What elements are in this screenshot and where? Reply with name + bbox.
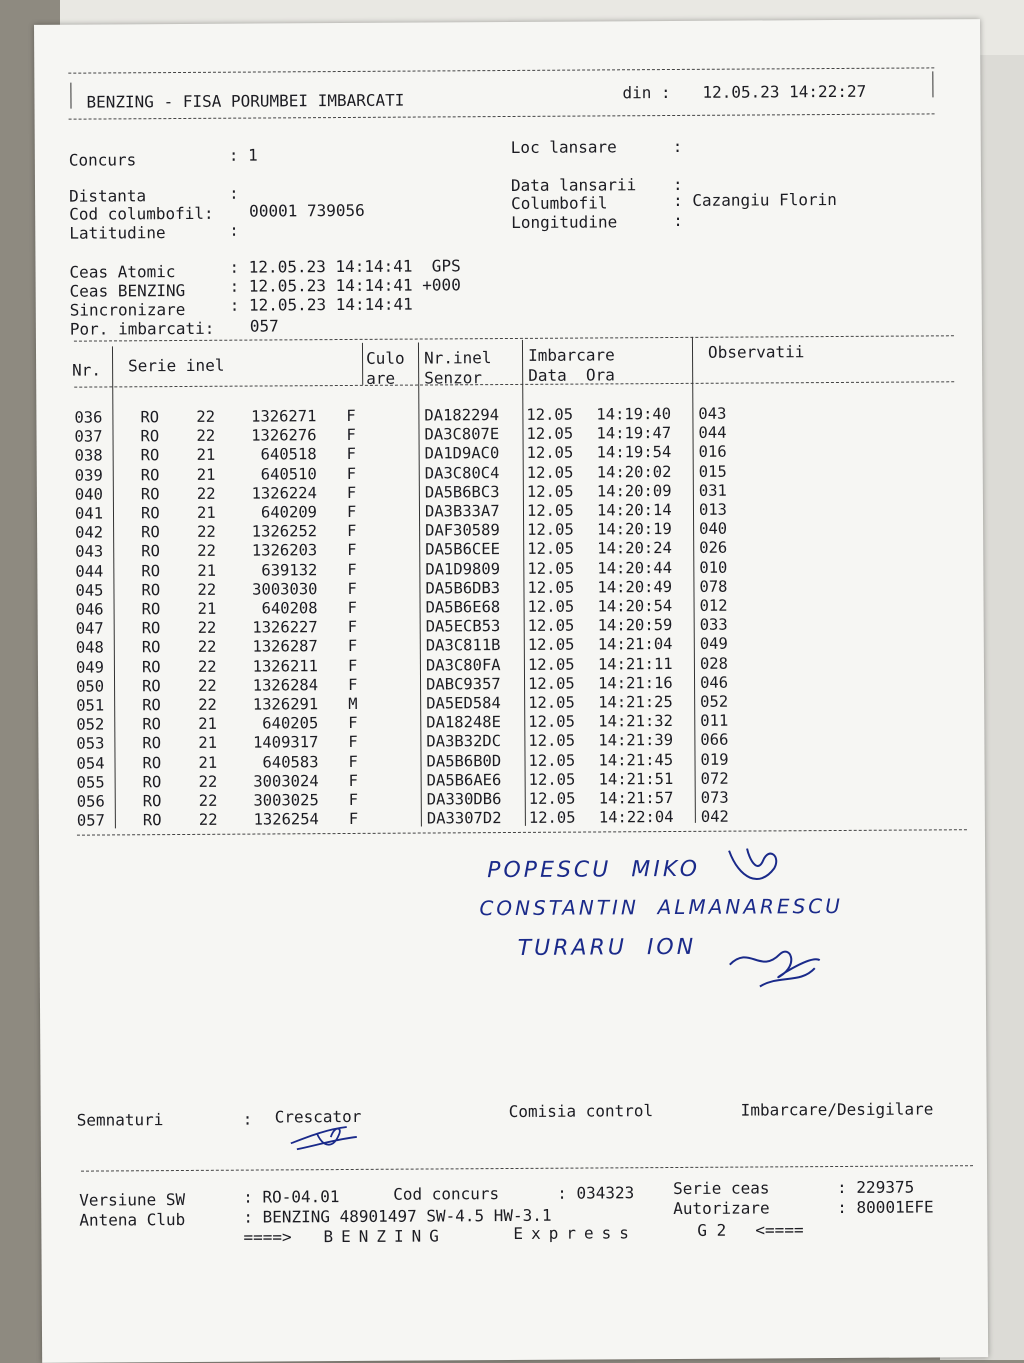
distanta-label: Distanta xyxy=(68,186,147,206)
cell-obs: 016 xyxy=(698,443,727,462)
cell-sex: F xyxy=(346,426,356,445)
versiune-sw-label: Versiune SW xyxy=(79,1189,186,1210)
table-bottom-rule xyxy=(77,829,967,835)
cell-tara: RO xyxy=(140,504,160,523)
cell-inel: 1326211 xyxy=(252,656,318,676)
cell-obs: 019 xyxy=(700,750,729,769)
cell-ora: 14:21:16 xyxy=(597,673,673,693)
cell-ora: 14:20:44 xyxy=(597,558,673,578)
cell-senzor: DA5B6E68 xyxy=(425,598,501,617)
header-observatii: Observatii xyxy=(707,342,805,362)
cell-ora: 14:21:32 xyxy=(598,712,673,731)
cod-columbofil-label: Cod columbofil: xyxy=(69,203,214,224)
cell-data: 12.05 xyxy=(528,808,576,828)
cell-ora: 14:20:02 xyxy=(596,462,672,482)
cell-obs: 015 xyxy=(698,462,727,481)
cell-sex: F xyxy=(346,445,357,464)
crescator-label: Crescator xyxy=(274,1106,362,1127)
cell-ora: 14:19:54 xyxy=(596,443,672,462)
cell-ora: 14:21:51 xyxy=(598,769,674,789)
cell-data: 12.05 xyxy=(527,635,575,655)
cell-sex: F xyxy=(348,810,359,829)
cell-inel: 3003025 xyxy=(253,791,319,810)
distanta-value: : xyxy=(228,183,239,203)
serie-ceas-value: : 229375 xyxy=(837,1177,915,1198)
cell-sex: F xyxy=(347,675,358,694)
cell-ora: 14:21:25 xyxy=(598,692,673,712)
cell-an: 21 xyxy=(197,561,217,580)
cell-an: 22 xyxy=(197,618,217,638)
serie-ceas-label: Serie ceas xyxy=(673,1178,770,1199)
cell-sex: F xyxy=(348,714,358,733)
cell-sex: F xyxy=(346,406,356,425)
brand-benzing: BENZING xyxy=(323,1226,447,1247)
brand-arrow-right: <==== xyxy=(755,1220,804,1240)
cell-ora: 14:22:04 xyxy=(598,808,674,827)
header-imbarcare-1: Imbarcare xyxy=(527,345,615,365)
cell-obs: 078 xyxy=(699,577,728,596)
cell-an: 22 xyxy=(197,522,216,542)
header-nrinel-2: Senzor xyxy=(424,368,483,388)
cell-nr: 037 xyxy=(74,427,103,446)
cell-inel: 3003024 xyxy=(253,771,319,791)
header-bottom-rule xyxy=(69,113,935,119)
cell-obs: 044 xyxy=(698,423,727,443)
handwritten-name-1: POPESCU MIKO xyxy=(487,856,701,884)
cell-sex: F xyxy=(347,522,357,541)
cell-ora: 14:21:39 xyxy=(598,731,674,750)
cell-senzor: DA1D9AC0 xyxy=(424,444,500,463)
cell-sex: F xyxy=(348,771,359,790)
cell-tara: RO xyxy=(140,484,160,504)
cell-senzor: DA182294 xyxy=(424,406,500,425)
cell-sex: F xyxy=(347,618,358,637)
cell-sex: F xyxy=(346,464,357,483)
cell-nr: 051 xyxy=(76,696,105,715)
header-datetime: 12.05.23 14:22:27 xyxy=(702,81,867,102)
cell-nr: 043 xyxy=(75,542,104,562)
cell-ora: 14:20:19 xyxy=(597,520,672,539)
cell-data: 12.05 xyxy=(526,424,574,444)
brand-express: Express xyxy=(513,1223,637,1243)
handwritten-name-2: CONSTANTIN ALMANARESCU xyxy=(479,893,843,921)
header-serie-inel: Serie inel xyxy=(128,355,225,376)
cell-obs: 049 xyxy=(699,635,728,654)
handwritten-name-3: TURARU ION xyxy=(517,934,697,961)
cell-sex: M xyxy=(348,694,358,713)
cell-ora: 14:21:57 xyxy=(598,788,674,808)
cell-data: 12.05 xyxy=(528,770,576,789)
cell-nr: 053 xyxy=(76,734,105,754)
cell-obs: 013 xyxy=(698,500,728,519)
cell-nr: 057 xyxy=(76,811,105,830)
cell-sex: F xyxy=(347,656,358,675)
cell-sex: F xyxy=(346,483,357,502)
cell-inel: 1409317 xyxy=(253,733,319,752)
cell-ora: 14:21:11 xyxy=(597,654,673,674)
cell-data: 12.05 xyxy=(527,539,574,559)
cell-senzor: DA330DB6 xyxy=(426,790,502,809)
header-din-label: din : xyxy=(622,83,671,103)
header-left-border xyxy=(70,83,71,109)
cell-inel: 1326203 xyxy=(251,541,318,560)
cell-senzor: DABC9357 xyxy=(425,674,501,694)
cell-sex: F xyxy=(347,579,357,598)
cell-obs: 028 xyxy=(699,654,728,673)
cell-tara: RO xyxy=(142,772,162,792)
cell-inel: 1326224 xyxy=(251,483,317,503)
cell-an: 22 xyxy=(196,484,216,503)
cell-data: 12.05 xyxy=(527,655,575,674)
imbarcare-desigilare-label: Imbarcare/Desigilare xyxy=(740,1099,934,1120)
cell-an: 22 xyxy=(198,810,218,830)
cell-an: 21 xyxy=(198,714,218,734)
cell-ora: 14:20:49 xyxy=(597,577,673,597)
loc-lansare-value: : xyxy=(672,136,683,156)
cell-an: 22 xyxy=(196,407,216,426)
cell-senzor: DA5B6AE6 xyxy=(426,770,502,790)
cell-ora: 14:21:04 xyxy=(597,635,673,654)
cell-ora: 14:20:24 xyxy=(597,539,672,558)
cell-nr: 046 xyxy=(75,600,104,619)
cell-senzor: DA5ECB53 xyxy=(425,617,501,636)
cell-data: 12.05 xyxy=(528,789,576,808)
cell-nr: 041 xyxy=(74,504,104,523)
semnaturi-label: Semnaturi xyxy=(76,1110,164,1130)
cell-senzor: DA3B32DC xyxy=(426,732,502,751)
cell-nr: 054 xyxy=(76,754,105,773)
cell-obs: 043 xyxy=(698,404,727,423)
cell-tara: RO xyxy=(141,619,161,638)
cell-data: 12.05 xyxy=(526,405,574,424)
cell-senzor: DA3C811B xyxy=(425,636,501,655)
cell-sex: F xyxy=(347,598,357,617)
cell-nr: 036 xyxy=(74,408,103,427)
longitudine-label: Longitudine xyxy=(511,212,618,232)
cell-data: 12.05 xyxy=(528,751,576,770)
cell-data: 12.05 xyxy=(528,693,575,712)
cell-nr: 050 xyxy=(75,677,105,696)
cell-inel: 640209 xyxy=(260,503,318,522)
cell-ora: 14:20:09 xyxy=(596,481,672,501)
cell-data: 12.05 xyxy=(526,482,574,501)
cell-inel: 640205 xyxy=(262,714,319,733)
cell-an: 22 xyxy=(197,676,217,695)
cell-an: 21 xyxy=(198,734,218,753)
cell-tara: RO xyxy=(142,696,161,715)
cell-sex: F xyxy=(348,790,359,809)
cell-ora: 14:21:45 xyxy=(598,750,674,770)
cell-inel: 640583 xyxy=(262,752,319,772)
cell-tara: RO xyxy=(141,638,161,657)
data-lansarii-value: : xyxy=(672,174,683,194)
cell-senzor: DA5B6CEE xyxy=(425,540,500,559)
cell-nr: 052 xyxy=(76,715,105,734)
cell-an: 22 xyxy=(198,791,218,810)
cell-tara: RO xyxy=(142,792,162,811)
cell-data: 12.05 xyxy=(528,712,576,732)
cell-tara: RO xyxy=(141,676,161,696)
cell-sex: F xyxy=(346,502,357,521)
cell-ora: 14:19:47 xyxy=(596,424,672,443)
cell-inel: 1326287 xyxy=(252,637,318,656)
cell-tara: RO xyxy=(140,408,160,427)
autorizare-value: : 80001EFE xyxy=(837,1197,934,1218)
table-row xyxy=(39,807,939,831)
cell-senzor: DA3307D2 xyxy=(426,809,502,828)
cell-obs: 033 xyxy=(699,615,728,635)
cell-tara: RO xyxy=(140,465,160,484)
cell-senzor: DA3B33A7 xyxy=(424,502,500,521)
cell-obs: 040 xyxy=(699,519,728,539)
cell-senzor: DA3C807E xyxy=(424,425,500,444)
brand-arrow-left: ====> xyxy=(243,1227,292,1247)
cell-an: 22 xyxy=(198,772,218,791)
cell-sex: F xyxy=(347,637,358,656)
cell-nr: 038 xyxy=(74,446,103,466)
concurs-value: : 1 xyxy=(228,145,258,165)
cell-an: 21 xyxy=(196,503,216,522)
header-right-border xyxy=(932,71,933,97)
cell-senzor: DA3C80FA xyxy=(425,655,501,675)
cell-obs: 072 xyxy=(700,769,729,788)
table-header-rule xyxy=(74,381,954,387)
cell-senzor: DAF30589 xyxy=(425,521,500,540)
cell-tara: RO xyxy=(141,542,160,561)
cell-tara: RO xyxy=(142,715,162,734)
cell-data: 12.05 xyxy=(526,443,574,463)
cell-data: 12.05 xyxy=(527,578,575,597)
cell-tara: RO xyxy=(141,600,161,619)
header-culoare-2: are xyxy=(366,368,396,388)
cell-inel: 3003030 xyxy=(252,579,318,599)
autorizare-label: Autorizare xyxy=(673,1198,770,1219)
cell-senzor: DA5ED584 xyxy=(426,694,501,713)
cell-an: 22 xyxy=(197,657,217,676)
col-divider-serie xyxy=(362,343,363,385)
cell-inel: 640518 xyxy=(260,445,317,464)
cell-tara: RO xyxy=(141,561,161,580)
cell-data: 12.05 xyxy=(527,559,575,578)
cell-an: 22 xyxy=(198,695,217,714)
cell-obs: 042 xyxy=(700,807,729,827)
cell-ora: 14:20:54 xyxy=(597,597,673,616)
cell-inel: 640510 xyxy=(260,464,317,484)
cell-ora: 14:20:14 xyxy=(596,501,672,520)
cell-inel: 1326271 xyxy=(251,407,317,426)
footer-rule xyxy=(81,1165,973,1171)
signature-scribble-1 xyxy=(719,838,789,898)
cell-nr: 045 xyxy=(75,581,104,600)
cell-inel: 1326291 xyxy=(252,695,319,714)
cell-data: 12.05 xyxy=(528,731,576,751)
cell-tara: RO xyxy=(141,657,161,676)
cell-an: 22 xyxy=(197,542,216,561)
cell-inel: 1326284 xyxy=(252,675,319,695)
cell-obs: 066 xyxy=(700,731,729,750)
cell-senzor: DA5B6BC3 xyxy=(424,482,500,502)
sincronizare-label: Sincronizare xyxy=(69,299,186,320)
document-page xyxy=(34,19,988,1363)
cell-data: 12.05 xyxy=(527,616,575,636)
cell-tara: RO xyxy=(141,580,161,600)
cell-tara: RO xyxy=(142,753,162,772)
cell-nr: 044 xyxy=(75,562,104,581)
cell-senzor: DA5B6DB3 xyxy=(425,578,501,598)
comisia-control-label: Comisia control xyxy=(508,1101,654,1122)
sincronizare-value: : 12.05.23 14:14:41 xyxy=(229,294,413,315)
cell-an: 22 xyxy=(197,638,217,657)
cell-senzor: DA3C80C4 xyxy=(424,463,500,483)
cell-obs: 031 xyxy=(698,481,727,500)
cell-senzor: DA1D9809 xyxy=(425,559,501,579)
cell-sex: F xyxy=(347,541,357,560)
brand-g2: G 2 xyxy=(697,1220,727,1240)
concurs-label: Concurs xyxy=(68,150,137,170)
cell-an: 21 xyxy=(197,599,217,618)
cell-tara: RO xyxy=(142,734,162,753)
header-nr: Nr. xyxy=(72,360,102,380)
cell-an: 21 xyxy=(196,446,216,465)
columbofil-label: Columbofil xyxy=(511,193,608,213)
cod-concurs-value: : 034323 xyxy=(557,1183,635,1203)
cell-senzor: DA5B6B0D xyxy=(426,751,502,771)
cod-concurs-label: Cod concurs xyxy=(393,1184,500,1204)
header-nrinel-1: Nr.inel xyxy=(423,348,492,368)
cell-an: 22 xyxy=(197,580,217,599)
crescator-signature xyxy=(287,1119,367,1155)
cell-nr: 049 xyxy=(75,658,104,677)
antena-club-label: Antena Club xyxy=(79,1209,186,1230)
cell-obs: 052 xyxy=(700,692,729,711)
latitudine-label: Latitudine xyxy=(69,223,166,243)
ceas-atomic-value: : 12.05.23 14:14:41 GPS xyxy=(229,256,461,277)
ceas-benzing-label: Ceas BENZING xyxy=(69,280,186,301)
cell-inel: 639132 xyxy=(261,560,318,580)
porumbei-imbarcati-value: 057 xyxy=(249,316,279,336)
cell-inel: 640208 xyxy=(261,599,318,618)
cell-inel: 1326227 xyxy=(252,618,318,637)
cell-an: 22 xyxy=(196,426,216,446)
cell-obs: 026 xyxy=(699,539,728,558)
cell-obs: 012 xyxy=(699,596,728,615)
cell-tara: RO xyxy=(140,446,160,465)
versiune-sw-value: : RO-04.01 xyxy=(243,1187,340,1207)
cell-nr: 047 xyxy=(75,619,104,638)
latitudine-value: : xyxy=(229,220,239,240)
columbofil-value: : Cazangiu Florin xyxy=(673,189,837,210)
header-imbarcare-2: Data Ora xyxy=(528,365,615,385)
cell-data: 12.05 xyxy=(526,501,574,520)
data-lansarii-label: Data lansarii xyxy=(510,175,637,195)
cell-obs: 010 xyxy=(699,558,728,577)
signature-scribble-2 xyxy=(720,924,830,995)
cell-nr: 040 xyxy=(74,485,103,504)
semnaturi-colon: : xyxy=(242,1109,253,1129)
cell-tara: RO xyxy=(141,523,160,542)
ceas-atomic-label: Ceas Atomic xyxy=(69,262,176,282)
cell-an: 21 xyxy=(196,465,216,484)
cell-sex: F xyxy=(348,733,358,752)
cell-obs: 073 xyxy=(700,788,729,807)
header-top-rule xyxy=(68,67,934,73)
cell-inel: 1326276 xyxy=(251,426,317,445)
porumbei-imbarcati-label: Por. imbarcati: xyxy=(69,318,215,339)
cell-data: 12.05 xyxy=(527,674,575,693)
antena-club-value: : BENZING 48901497 SW-4.5 HW-3.1 xyxy=(243,1205,552,1227)
cell-data: 12.05 xyxy=(527,520,574,540)
cod-columbofil-value: 00001 739056 xyxy=(249,200,365,221)
cell-nr: 055 xyxy=(76,773,105,792)
cell-an: 21 xyxy=(198,753,218,772)
cell-nr: 042 xyxy=(75,523,104,542)
cell-nr: 056 xyxy=(76,792,105,811)
cell-sex: F xyxy=(347,560,357,579)
cell-tara: RO xyxy=(142,811,162,830)
header-culoare-1: Culo xyxy=(365,348,405,368)
cell-tara: RO xyxy=(140,427,160,446)
cell-ora: 14:20:59 xyxy=(597,616,673,635)
cell-sex: F xyxy=(348,752,358,771)
cell-data: 12.05 xyxy=(526,463,574,482)
cell-inel: 1326252 xyxy=(251,522,318,541)
ceas-benzing-value: : 12.05.23 14:14:41 +000 xyxy=(229,275,461,296)
cell-senzor: DA18248E xyxy=(426,713,501,732)
cell-ora: 14:19:40 xyxy=(596,405,672,424)
cell-obs: 046 xyxy=(699,673,729,692)
cell-obs: 011 xyxy=(700,711,729,731)
cell-nr: 048 xyxy=(75,638,104,658)
cell-inel: 1326254 xyxy=(253,810,319,829)
loc-lansare-label: Loc lansare xyxy=(510,137,617,157)
longitudine-value: : xyxy=(673,210,683,230)
document-title: BENZING - FISA PORUMBEI IMBARCATI xyxy=(86,90,405,112)
cell-data: 12.05 xyxy=(527,597,575,616)
cell-nr: 039 xyxy=(74,466,103,485)
